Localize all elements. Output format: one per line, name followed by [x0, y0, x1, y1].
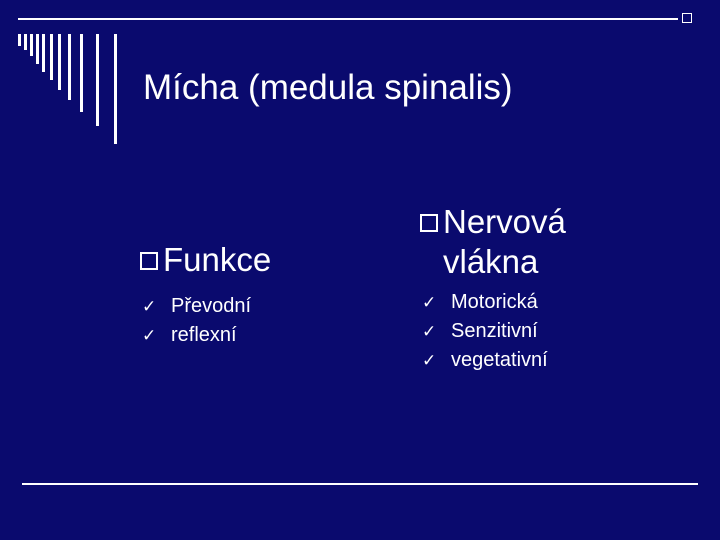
decorative-bars [0, 0, 130, 150]
decorative-bar [42, 34, 45, 72]
list-item [140, 321, 380, 350]
corner-square-icon [682, 13, 692, 23]
left-column [140, 240, 380, 350]
square-bullet-icon [140, 252, 158, 270]
checkmark-icon: ✓ [422, 292, 437, 313]
list-item [420, 346, 700, 375]
list-item [140, 292, 380, 321]
list-item-text: Senzitivní [451, 320, 538, 342]
right-list [420, 288, 700, 375]
slide-title: Mícha (medula spinalis) [143, 68, 513, 107]
list-item-text: Motorická [451, 291, 538, 313]
list-item-text: reflexní [171, 324, 237, 346]
decorative-bar [24, 34, 27, 50]
right-heading-text: Nervová vlákna [443, 203, 566, 280]
checkmark-icon: ✓ [142, 296, 157, 317]
decorative-bar [50, 34, 53, 80]
list-item [420, 288, 700, 317]
list-item-text: Převodní [171, 295, 252, 317]
decorative-bar [36, 34, 39, 64]
checkmark-icon: ✓ [422, 350, 437, 371]
decorative-bar [80, 34, 83, 112]
square-bullet-icon [420, 214, 438, 232]
left-list [140, 292, 380, 350]
decorative-bar [114, 34, 117, 144]
decorative-bar [18, 34, 21, 46]
checkmark-icon: ✓ [142, 325, 157, 346]
decorative-bar [30, 34, 33, 56]
decorative-bar [58, 34, 61, 90]
left-heading-text: Funkce [163, 241, 272, 278]
right-heading [420, 202, 700, 282]
right-column [420, 202, 700, 375]
left-heading [140, 240, 380, 280]
decorative-bar [68, 34, 71, 100]
bottom-rule [22, 483, 698, 485]
list-item [420, 317, 700, 346]
decorative-bar [96, 34, 99, 126]
checkmark-icon: ✓ [422, 321, 437, 342]
list-item-text: vegetativní [451, 349, 548, 371]
